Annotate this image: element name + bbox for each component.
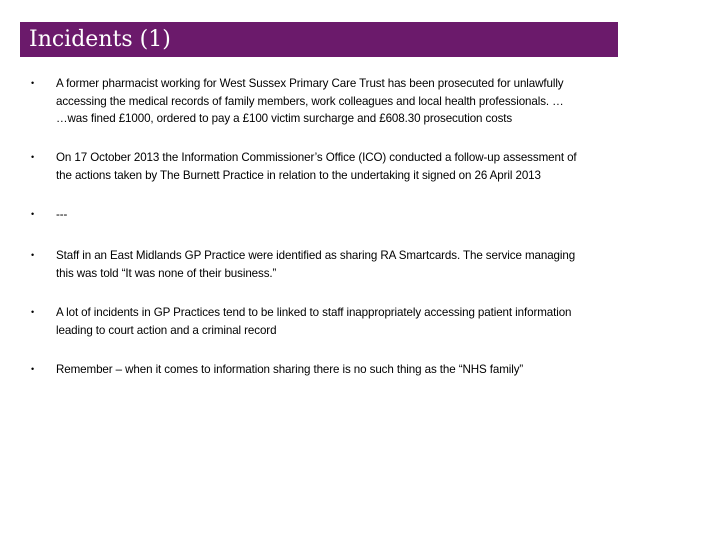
bullet-text xyxy=(56,75,656,128)
bullet-line: A former pharmacist working for West Sussex Primary Care Trust has been prosecuted for unlawfully xyxy=(56,77,564,90)
bullet-line: Staff in an East Midlands GP Practice were identified as sharing RA Smartcards. The service managing xyxy=(56,249,576,262)
bullet-marker: • xyxy=(31,364,35,374)
slide-title: Incidents (1) xyxy=(29,27,171,52)
bullet-text xyxy=(56,361,656,379)
bullet-line: accessing the medical records of family members, work colleagues and local health professionals. … xyxy=(56,94,564,108)
bullet-marker: • xyxy=(31,78,35,88)
bullet-line: Remember – when it comes to information sharing there is no such thing as the “NHS family” xyxy=(56,363,524,376)
bullet-line: …was fined £1000, ordered to pay a £100 victim surcharge and £608.30 prosecution costs xyxy=(56,112,513,125)
bullet-line: this was told “It was none of their business.” xyxy=(56,266,277,280)
bullet-line: leading to court action and a criminal record xyxy=(56,323,277,337)
bullet-line: --- xyxy=(56,208,68,221)
bullet-marker: • xyxy=(31,307,35,317)
bullet-line: A lot of incidents in GP Practices tend to be linked to staff inappropriately accessing patient information xyxy=(56,306,572,319)
bullet-line: the actions taken by The Burnett Practice in relation to the undertaking it signed on 26 April 2013 xyxy=(56,168,541,182)
bullet-marker: • xyxy=(31,152,35,162)
bullet-marker: • xyxy=(31,209,35,219)
bullet-line: On 17 October 2013 the Information Commissioner’s Office (ICO) conducted a follow-up assessment of xyxy=(56,151,577,164)
bullet-text xyxy=(56,247,656,282)
bullet-marker: • xyxy=(31,250,35,260)
bullet-text xyxy=(56,206,656,224)
bullet-text xyxy=(56,149,656,184)
bullet-text xyxy=(56,304,656,339)
